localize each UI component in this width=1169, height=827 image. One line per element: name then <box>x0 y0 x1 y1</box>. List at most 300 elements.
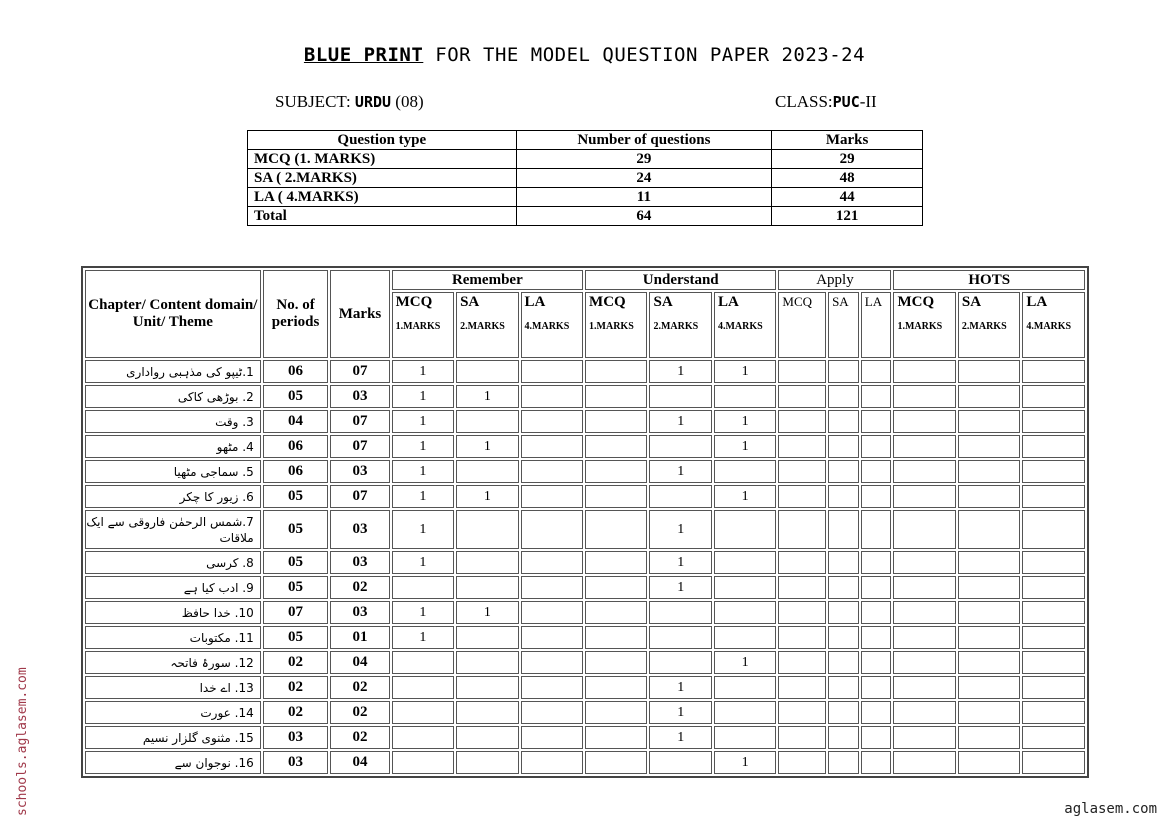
count-cell <box>585 651 647 674</box>
count-cell <box>778 510 826 549</box>
count-cell <box>828 551 859 574</box>
summary-body <box>248 150 923 226</box>
title-rest: FOR THE MODEL QUESTION PAPER 2023-24 <box>423 44 866 66</box>
count-cell <box>1022 651 1085 674</box>
chapter-name: 4. مٹھو <box>85 435 261 458</box>
title-blue-print: BLUE PRINT <box>303 44 424 66</box>
count-cell <box>958 751 1020 774</box>
header-chapter: Chapter/ Content domain/ Unit/ Theme <box>85 270 261 358</box>
count-cell <box>714 676 776 699</box>
chapter-marks: 07 <box>330 360 389 383</box>
sub-hots-la: LA 4.MARKS <box>1022 292 1085 358</box>
count-cell: 1 <box>714 651 776 674</box>
chapter-marks: 04 <box>330 751 389 774</box>
count-cell <box>828 410 859 433</box>
chapter-row <box>85 651 1085 674</box>
count-cell: 1 <box>649 701 711 724</box>
count-cell <box>893 485 955 508</box>
count-cell: 1 <box>456 385 518 408</box>
count-cell <box>893 460 955 483</box>
subject-code: (08) <box>391 92 424 111</box>
count-cell: 1 <box>649 576 711 599</box>
count-cell <box>714 701 776 724</box>
chapter-periods: 05 <box>263 576 329 599</box>
count-cell <box>521 551 583 574</box>
chapter-marks: 07 <box>330 410 389 433</box>
count-cell <box>828 726 859 749</box>
count-cell: 1 <box>649 460 711 483</box>
chapter-name: 3. وقت <box>85 410 261 433</box>
count-cell: 1 <box>392 410 454 433</box>
chapter-name: 2. بوڑھی کاکی <box>85 385 261 408</box>
count-cell <box>861 460 892 483</box>
count-cell <box>649 435 711 458</box>
subject-line <box>275 92 424 112</box>
count-cell <box>958 510 1020 549</box>
count-cell: 1 <box>714 410 776 433</box>
summary-cell-marks: 29 <box>772 150 923 169</box>
count-cell: 1 <box>649 360 711 383</box>
count-cell <box>392 701 454 724</box>
sub-remember-sa: SA 2.MARKS <box>456 292 518 358</box>
count-cell <box>778 435 826 458</box>
chapter-row <box>85 460 1085 483</box>
count-cell <box>649 485 711 508</box>
count-cell <box>585 460 647 483</box>
count-cell <box>861 435 892 458</box>
summary-row <box>248 150 923 169</box>
count-cell <box>1022 410 1085 433</box>
count-cell: 1 <box>714 485 776 508</box>
chapter-row <box>85 435 1085 458</box>
chapter-name: 16. نوجوان سے <box>85 751 261 774</box>
count-cell <box>861 485 892 508</box>
count-cell <box>392 576 454 599</box>
sub-understand-sa: SA 2.MARKS <box>649 292 711 358</box>
count-cell <box>649 385 711 408</box>
count-cell <box>521 676 583 699</box>
count-cell <box>828 485 859 508</box>
count-cell <box>714 510 776 549</box>
watermark-left: schools.aglasem.com <box>15 667 30 816</box>
count-cell <box>958 385 1020 408</box>
count-cell <box>861 701 892 724</box>
header-periods: No. of periods <box>263 270 329 358</box>
count-cell: 1 <box>714 435 776 458</box>
chapter-marks: 03 <box>330 510 389 549</box>
count-cell <box>521 410 583 433</box>
count-cell <box>828 626 859 649</box>
count-cell: 1 <box>392 435 454 458</box>
count-cell <box>778 601 826 624</box>
chapter-row <box>85 601 1085 624</box>
chapter-name: 14. عورت <box>85 701 261 724</box>
count-cell <box>521 360 583 383</box>
count-cell <box>456 410 518 433</box>
count-cell <box>861 385 892 408</box>
count-cell <box>521 651 583 674</box>
chapter-periods: 04 <box>263 410 329 433</box>
count-cell <box>893 601 955 624</box>
count-cell <box>828 360 859 383</box>
count-cell <box>778 551 826 574</box>
count-cell: 1 <box>392 626 454 649</box>
count-cell <box>521 460 583 483</box>
count-cell <box>861 410 892 433</box>
class-label: CLASS: <box>775 92 833 111</box>
count-cell <box>456 701 518 724</box>
group-remember: Remember <box>392 270 583 290</box>
count-cell <box>585 360 647 383</box>
page-title <box>0 44 1169 66</box>
count-cell <box>714 460 776 483</box>
count-cell <box>893 435 955 458</box>
chapter-marks: 03 <box>330 460 389 483</box>
count-cell <box>778 676 826 699</box>
count-cell <box>521 626 583 649</box>
count-cell <box>456 626 518 649</box>
count-cell <box>456 360 518 383</box>
count-cell <box>1022 726 1085 749</box>
count-cell <box>958 576 1020 599</box>
count-cell: 1 <box>649 551 711 574</box>
blueprint-body <box>85 360 1085 774</box>
chapter-name: 12. سورۂ فاتحہ <box>85 651 261 674</box>
count-cell <box>521 576 583 599</box>
count-cell <box>521 726 583 749</box>
count-cell <box>649 651 711 674</box>
count-cell <box>1022 601 1085 624</box>
sub-remember-la: LA 4.MARKS <box>521 292 583 358</box>
count-cell <box>521 601 583 624</box>
count-cell <box>893 510 955 549</box>
count-cell <box>585 410 647 433</box>
chapter-row <box>85 485 1085 508</box>
count-cell <box>778 576 826 599</box>
summary-header-count: Number of questions <box>516 131 772 150</box>
count-cell <box>521 385 583 408</box>
count-cell <box>778 360 826 383</box>
count-cell <box>714 385 776 408</box>
count-cell <box>828 601 859 624</box>
sub-understand-mcq: MCQ 1.MARKS <box>585 292 647 358</box>
count-cell <box>893 651 955 674</box>
count-cell <box>861 726 892 749</box>
chapter-row <box>85 751 1085 774</box>
count-cell <box>893 360 955 383</box>
count-cell <box>649 751 711 774</box>
count-cell <box>958 435 1020 458</box>
count-cell <box>958 410 1020 433</box>
count-cell <box>828 385 859 408</box>
count-cell: 1 <box>649 510 711 549</box>
count-cell <box>456 576 518 599</box>
count-cell <box>585 676 647 699</box>
chapter-periods: 02 <box>263 676 329 699</box>
chapter-periods: 02 <box>263 651 329 674</box>
chapter-marks: 07 <box>330 485 389 508</box>
count-cell <box>392 751 454 774</box>
count-cell <box>893 676 955 699</box>
chapter-name: 6. زیور کا چکر <box>85 485 261 508</box>
count-cell <box>585 385 647 408</box>
chapter-row <box>85 626 1085 649</box>
summary-row <box>248 188 923 207</box>
count-cell <box>585 435 647 458</box>
count-cell <box>861 551 892 574</box>
count-cell <box>778 485 826 508</box>
chapter-periods: 05 <box>263 626 329 649</box>
count-cell <box>958 485 1020 508</box>
count-cell <box>521 485 583 508</box>
count-cell <box>778 626 826 649</box>
summary-cell-type: MCQ (1. MARKS) <box>248 150 517 169</box>
class-line <box>775 92 877 112</box>
chapter-marks: 07 <box>330 435 389 458</box>
count-cell <box>521 751 583 774</box>
count-cell <box>1022 701 1085 724</box>
count-cell <box>828 510 859 549</box>
count-cell <box>456 510 518 549</box>
count-cell <box>714 551 776 574</box>
count-cell <box>861 576 892 599</box>
sub-apply-mcq: MCQ <box>778 292 826 358</box>
count-cell <box>778 385 826 408</box>
count-cell <box>1022 551 1085 574</box>
chapter-periods: 03 <box>263 726 329 749</box>
chapter-periods: 05 <box>263 510 329 549</box>
summary-table <box>247 130 923 226</box>
count-cell: 1 <box>392 551 454 574</box>
chapter-row <box>85 360 1085 383</box>
chapter-periods: 05 <box>263 385 329 408</box>
count-cell <box>861 751 892 774</box>
chapter-periods: 03 <box>263 751 329 774</box>
count-cell <box>893 576 955 599</box>
chapter-row <box>85 676 1085 699</box>
count-cell <box>828 460 859 483</box>
count-cell <box>1022 485 1085 508</box>
count-cell <box>1022 435 1085 458</box>
watermark-right: aglasem.com <box>1064 801 1157 817</box>
count-cell <box>1022 676 1085 699</box>
group-understand: Understand <box>585 270 776 290</box>
sub-hots-mcq: MCQ 1.MARKS <box>893 292 955 358</box>
count-cell <box>392 726 454 749</box>
count-cell: 1 <box>714 751 776 774</box>
count-cell <box>1022 360 1085 383</box>
count-cell <box>958 676 1020 699</box>
summary-cell-marks: 44 <box>772 188 923 207</box>
chapter-row <box>85 510 1085 549</box>
count-cell <box>456 551 518 574</box>
summary-cell-marks: 48 <box>772 169 923 188</box>
chapter-marks: 02 <box>330 701 389 724</box>
count-cell <box>958 626 1020 649</box>
sub-understand-la: LA 4.MARKS <box>714 292 776 358</box>
class-name: PUC <box>832 93 860 111</box>
count-cell <box>778 751 826 774</box>
chapter-marks: 02 <box>330 726 389 749</box>
count-cell <box>585 485 647 508</box>
chapter-name: 15. مثنوی گلزار نسیم <box>85 726 261 749</box>
count-cell <box>1022 510 1085 549</box>
count-cell <box>828 751 859 774</box>
count-cell <box>958 701 1020 724</box>
header-marks: Marks <box>330 270 389 358</box>
sub-hots-sa: SA 2.MARKS <box>958 292 1020 358</box>
chapter-row <box>85 551 1085 574</box>
summary-cell-type: Total <box>248 207 517 226</box>
count-cell <box>714 576 776 599</box>
chapter-periods: 06 <box>263 460 329 483</box>
count-cell <box>585 601 647 624</box>
chapter-marks: 02 <box>330 576 389 599</box>
count-cell <box>456 676 518 699</box>
count-cell <box>521 510 583 549</box>
count-cell: 1 <box>714 360 776 383</box>
summary-cell-type: SA ( 2.MARKS) <box>248 169 517 188</box>
chapter-marks: 03 <box>330 551 389 574</box>
count-cell <box>861 626 892 649</box>
chapter-periods: 06 <box>263 435 329 458</box>
summary-header-row <box>248 131 923 150</box>
count-cell: 1 <box>649 676 711 699</box>
count-cell <box>1022 751 1085 774</box>
chapter-row <box>85 726 1085 749</box>
count-cell <box>456 460 518 483</box>
count-cell <box>456 751 518 774</box>
count-cell: 1 <box>392 485 454 508</box>
summary-cell-type: LA ( 4.MARKS) <box>248 188 517 207</box>
count-cell <box>778 460 826 483</box>
chapter-name: 1.ٹیپو کی مذہبی رواداری <box>85 360 261 383</box>
chapter-marks: 01 <box>330 626 389 649</box>
count-cell <box>958 651 1020 674</box>
chapter-name: 11. مکتوبات <box>85 626 261 649</box>
count-cell <box>958 360 1020 383</box>
count-cell <box>778 701 826 724</box>
count-cell <box>958 551 1020 574</box>
count-cell <box>649 626 711 649</box>
chapter-periods: 07 <box>263 601 329 624</box>
chapter-name: 8. کرسی <box>85 551 261 574</box>
count-cell <box>778 410 826 433</box>
count-cell <box>456 651 518 674</box>
count-cell <box>714 626 776 649</box>
chapter-marks: 03 <box>330 385 389 408</box>
count-cell <box>958 726 1020 749</box>
chapter-periods: 05 <box>263 551 329 574</box>
sub-apply-sa: SA <box>828 292 859 358</box>
chapter-name: 13. اے خدا <box>85 676 261 699</box>
count-cell <box>392 651 454 674</box>
summary-row <box>248 169 923 188</box>
count-cell <box>778 651 826 674</box>
chapter-marks: 03 <box>330 601 389 624</box>
count-cell <box>893 385 955 408</box>
chapter-marks: 04 <box>330 651 389 674</box>
count-cell <box>714 726 776 749</box>
chapter-periods: 06 <box>263 360 329 383</box>
count-cell <box>585 626 647 649</box>
count-cell <box>1022 385 1085 408</box>
count-cell: 1 <box>649 726 711 749</box>
sub-remember-mcq: MCQ 1.MARKS <box>392 292 454 358</box>
sub-apply-la: LA <box>861 292 892 358</box>
count-cell <box>585 701 647 724</box>
summary-header-type: Question type <box>248 131 517 150</box>
count-cell <box>828 676 859 699</box>
count-cell <box>861 676 892 699</box>
count-cell <box>521 435 583 458</box>
count-cell <box>958 601 1020 624</box>
chapter-name: 10. خدا حافظ <box>85 601 261 624</box>
class-suffix: -II <box>859 92 877 111</box>
blueprint-table <box>81 266 1089 778</box>
summary-header-marks: Marks <box>772 131 923 150</box>
count-cell: 1 <box>649 410 711 433</box>
chapter-row <box>85 576 1085 599</box>
chapter-name: 9. ادب کیا ہے <box>85 576 261 599</box>
count-cell <box>585 551 647 574</box>
count-cell <box>828 576 859 599</box>
count-cell: 1 <box>392 510 454 549</box>
count-cell <box>456 726 518 749</box>
chapter-row <box>85 410 1085 433</box>
count-cell <box>585 751 647 774</box>
count-cell <box>1022 460 1085 483</box>
count-cell <box>714 601 776 624</box>
chapter-periods: 05 <box>263 485 329 508</box>
count-cell: 1 <box>392 460 454 483</box>
count-cell: 1 <box>392 360 454 383</box>
chapter-name: 7.شمس الرحمٰن فاروقی سے ایک ملاقات <box>85 510 261 549</box>
count-cell: 1 <box>456 485 518 508</box>
summary-cell-marks: 121 <box>772 207 923 226</box>
count-cell: 1 <box>456 435 518 458</box>
count-cell <box>893 751 955 774</box>
count-cell <box>1022 576 1085 599</box>
count-cell <box>1022 626 1085 649</box>
count-cell <box>861 510 892 549</box>
count-cell <box>828 651 859 674</box>
count-cell <box>585 576 647 599</box>
chapter-marks: 02 <box>330 676 389 699</box>
count-cell: 1 <box>392 601 454 624</box>
summary-row <box>248 207 923 226</box>
summary-cell-count: 11 <box>516 188 772 207</box>
summary-cell-count: 24 <box>516 169 772 188</box>
count-cell <box>521 701 583 724</box>
subject-name: URDU <box>354 93 392 111</box>
count-cell <box>893 410 955 433</box>
count-cell: 1 <box>392 385 454 408</box>
count-cell <box>649 601 711 624</box>
count-cell <box>828 701 859 724</box>
group-hots: HOTS <box>893 270 1085 290</box>
chapter-periods: 02 <box>263 701 329 724</box>
count-cell <box>861 360 892 383</box>
count-cell <box>958 460 1020 483</box>
summary-cell-count: 29 <box>516 150 772 169</box>
count-cell <box>861 601 892 624</box>
count-cell: 1 <box>456 601 518 624</box>
count-cell <box>893 551 955 574</box>
count-cell <box>893 626 955 649</box>
chapter-name: 5. سماجی مٹھیا <box>85 460 261 483</box>
count-cell <box>585 726 647 749</box>
